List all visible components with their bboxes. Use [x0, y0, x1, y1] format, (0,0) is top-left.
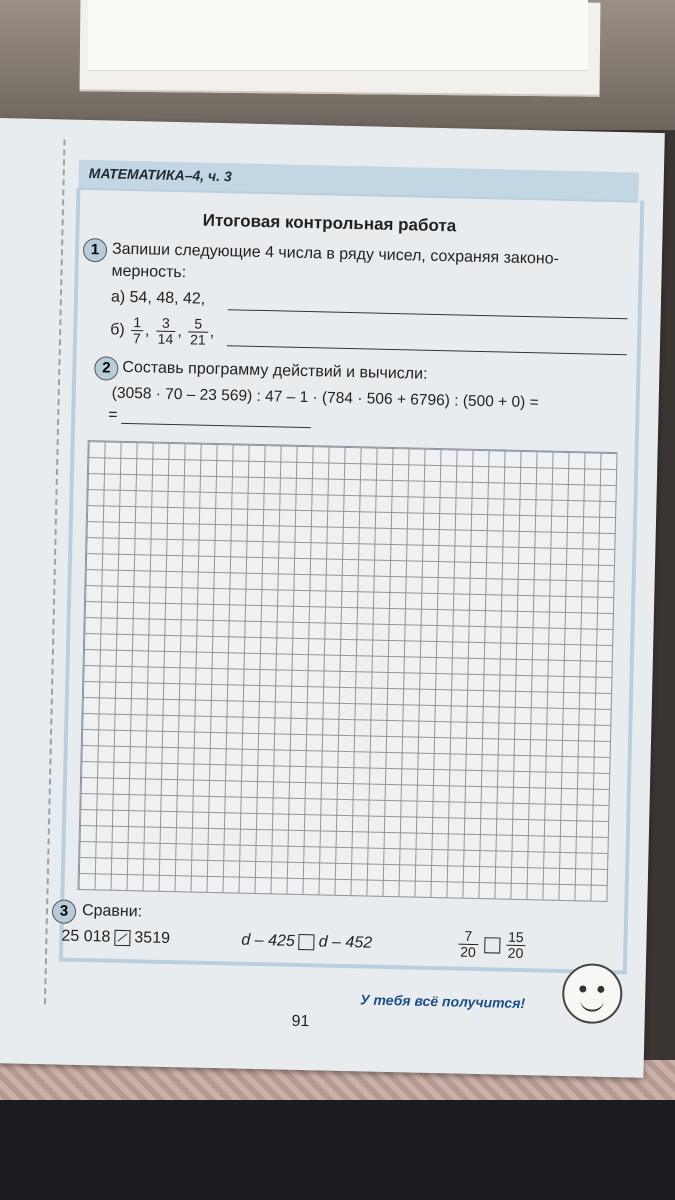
task1-number: 1: [83, 238, 108, 263]
compare-box-1[interactable]: [114, 930, 130, 946]
task2-text: Составь программу действий и вычисли:: [122, 358, 428, 383]
task2-number: 2: [94, 356, 119, 381]
compare-box-3[interactable]: [484, 937, 500, 953]
task1-b-label: б): [110, 321, 125, 339]
workbook-page: [0, 118, 665, 1078]
squared-work-area[interactable]: [78, 440, 618, 902]
task1-b-sequence: б) $\frac{1}{7}$ , $\frac{3}{14}$ , $\frac{5}{21}$ ,: [110, 314, 215, 348]
fraction-15-20: $\frac{15}{20}$: [507, 928, 524, 962]
book-title: МАТЕМАТИКА–4, ч. 3: [88, 165, 232, 185]
dark-background: [0, 1100, 675, 1200]
comparison-2: d – 425 d – 452: [241, 931, 373, 952]
encouragement-slogan: У тебя всё получится!: [359, 991, 526, 1012]
fraction-5-21: $\frac{5}{21}$: [188, 316, 208, 347]
task2-equals: =: [108, 406, 118, 424]
task1-text-line1: Запиши следующие 4 числа в ряду чисел, сохраняя законо-: [111, 240, 560, 268]
fraction-3-14: $\frac{3}{14}$: [155, 316, 175, 347]
paper-stack-top: [88, 0, 588, 71]
compare-box-2[interactable]: [299, 934, 315, 950]
comparison-1: 25 018 3519: [61, 927, 171, 948]
fraction-7-20: $\frac{7}{20}$: [458, 929, 478, 960]
task1-a-sequence: а) 54, 48, 42,: [110, 288, 206, 308]
page-number: 91: [291, 1012, 310, 1031]
task1-text-line2: мерность:: [111, 262, 187, 282]
comparison-3: [456, 929, 528, 962]
fraction-1-7: $\frac{1}{7}$: [132, 314, 142, 347]
task2-expression: (3058 · 70 – 23 569) : 47 – 1 · (784 · 506 + 6796) : (500 + 0) =: [111, 384, 539, 412]
smiley-mascot-icon: [562, 963, 623, 1024]
page-title: Итоговая контрольная работа: [202, 210, 457, 236]
task3-number: 3: [52, 899, 77, 924]
task3-text: Сравни:: [81, 902, 143, 921]
